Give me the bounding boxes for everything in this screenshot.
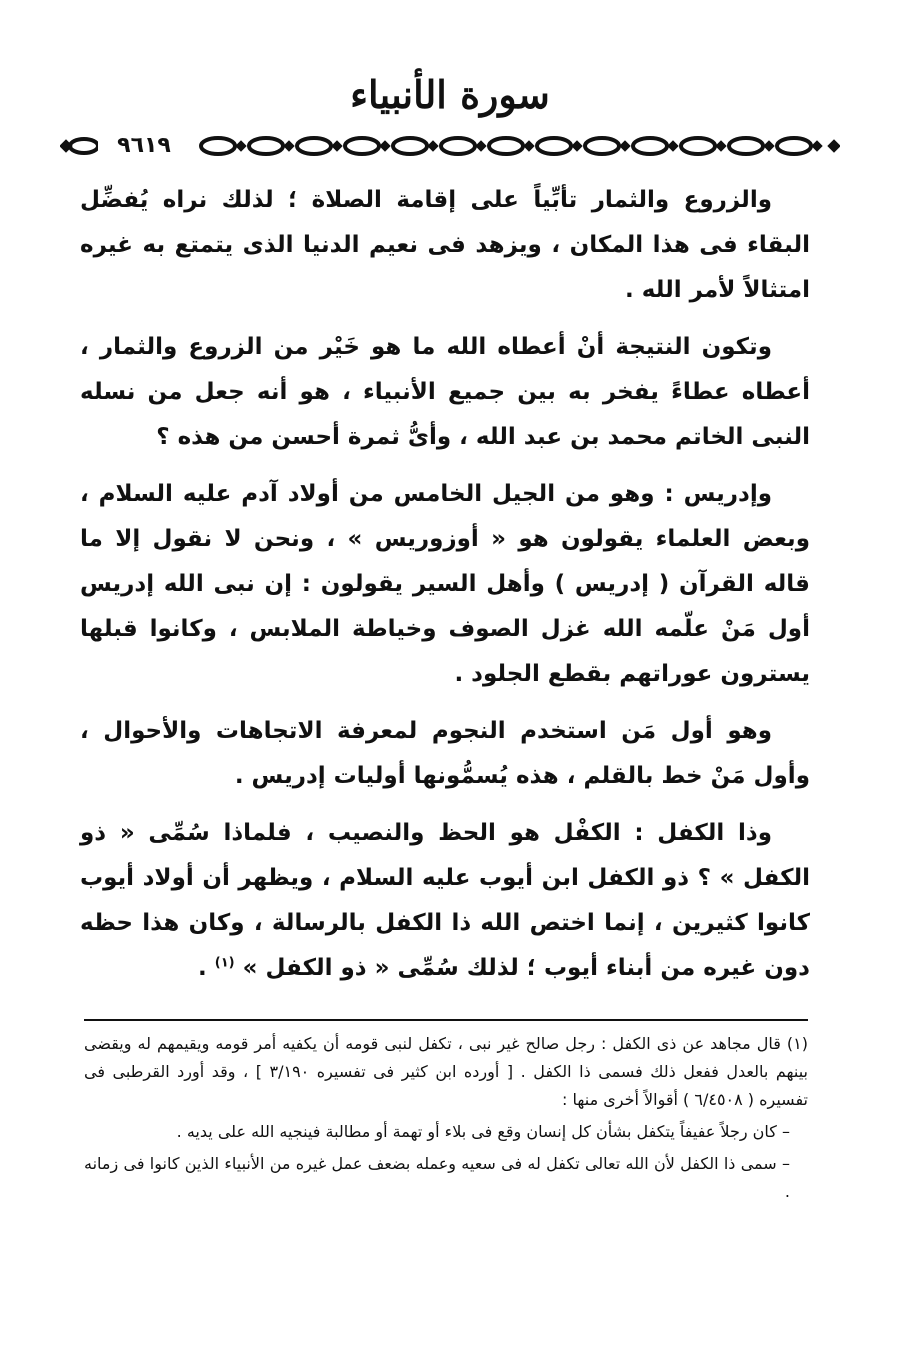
ornament-diamond — [476, 141, 486, 151]
footnotes — [84, 1030, 808, 1210]
paragraph: والزروع والثمار تأبِّياً على إقامة الصلاة ؛ لذلك نراه يُفضِّل البقاء فى هذا المكان ، ويزهد فى نعيم الدنيا الذى يتمتع به غيره امتثالاً لأمر الله . — [80, 187, 810, 303]
header-ornament-border — [60, 128, 840, 164]
ornament-link — [70, 139, 98, 153]
ornament-diamond — [380, 141, 390, 151]
paragraph: وتكون النتيجة أنْ أعطاه الله ما هو خَيْر من الزروع والثمار ، أعطاه عطاءً يفخر به بين جميع الأنبياء ، هو أنه جعل من نسله النبى الخاتم محمد بن عبد الله ، وأىُّ ثمرة أحسن من هذه ؟ — [80, 334, 810, 450]
ornament-diamond — [236, 141, 246, 151]
main-text — [80, 178, 810, 1003]
paragraph-end: . — [198, 955, 207, 981]
ornament-diamond — [620, 141, 630, 151]
ornament-diamond — [428, 141, 438, 151]
ornament-diamond — [524, 141, 534, 151]
ornament-link — [633, 138, 667, 154]
footnote-marker[interactable]: (١) — [214, 955, 235, 971]
footnote-main: (١) قال مجاهد عن ذى الكفل : رجل صالح غير نبى ، تكفل لنبى قومه أن يكفيه أمر قومه ويقيمهم له ويقضى بينهم بالعدل ففعل ذلك فسمى ذا الكفل . [ أورده ابن كثير فى تفسيره ٣/١٩٠ ] ، وقد أورد القرطبى فى تفسيره ( ٦/٤٥٠٨ ) أقوالاً أخرى منها : — [84, 1034, 809, 1109]
ornament-link — [297, 138, 331, 154]
ornament-link — [249, 138, 283, 154]
surah-title: سورة الأنبياء — [350, 72, 550, 117]
ornament-link — [537, 138, 571, 154]
ornament-link — [393, 138, 427, 154]
paragraph: وإدريس : وهو من الجيل الخامس من أولاد آدم عليه السلام ، وبعض العلماء يقولون هو « أوزوريس » ، ونحن لا نقول إلا ما قاله القرآن ( إدريس ) وأهل السير يقولون : إن نبى الله إدريس أول مَنْ علّمه الله غزل الصوف وخياطة الملابس ، وكانوا قبلها يسترون عوراتهم بقطع الجلود . — [80, 481, 810, 687]
ornament-link — [585, 138, 619, 154]
ornament-link — [729, 138, 763, 154]
ornament-link — [201, 138, 235, 154]
ornament-link — [777, 138, 811, 154]
ornament-link — [441, 138, 475, 154]
footnote-item: – سمى ذا الكفل لأن الله تعالى تكفل له فى سعيه وعمله بضعف عمل غيره من الأنبياء الذين كانوا فى زمانه . — [84, 1154, 790, 1201]
paragraph: وهو أول مَن استخدم النجوم لمعرفة الاتجاهات والأحوال ، وأول مَنْ خط بالقلم ، هذه يُسمُّونها أوليات إدريس . — [80, 718, 810, 789]
ornament-diamond — [284, 141, 294, 151]
ornament-diamond — [572, 141, 582, 151]
ornament-diamond — [332, 141, 342, 151]
ornament-link — [345, 138, 379, 154]
footnote-divider — [84, 1019, 808, 1021]
ornament-diamond — [764, 141, 774, 151]
ornament-diamond — [828, 140, 840, 152]
ornament-diamond — [716, 141, 726, 151]
ornament-diamond — [668, 141, 678, 151]
ornament-link — [489, 138, 523, 154]
paragraph-text: وذا الكفل : الكفْل هو الحظ والنصيب ، فلماذا سُمِّى « ذو الكفل » ؟ ذو الكفل ابن أيوب عليه السلام ، ويظهر أن أولاد أيوب كانوا كثيرين ، إنما اختص الله ذا الكفل بالرسالة ، وكان هذا حظه دون غيره من أبناء أيوب ؛ لذلك سُمِّى « ذو الكفل » — [80, 820, 810, 981]
paragraph-with-footnote — [80, 811, 810, 991]
page-number: ٩٦١٩ — [98, 131, 190, 161]
ornament-diamond — [812, 141, 822, 151]
footnote-item: – كان رجلاً عفيفاً يتكفل بشأن كل إنسان وقع فى بلاء أو تهمة أو مطالبة فينجيه الله على يديه . — [176, 1122, 790, 1141]
ornament-link — [681, 138, 715, 154]
